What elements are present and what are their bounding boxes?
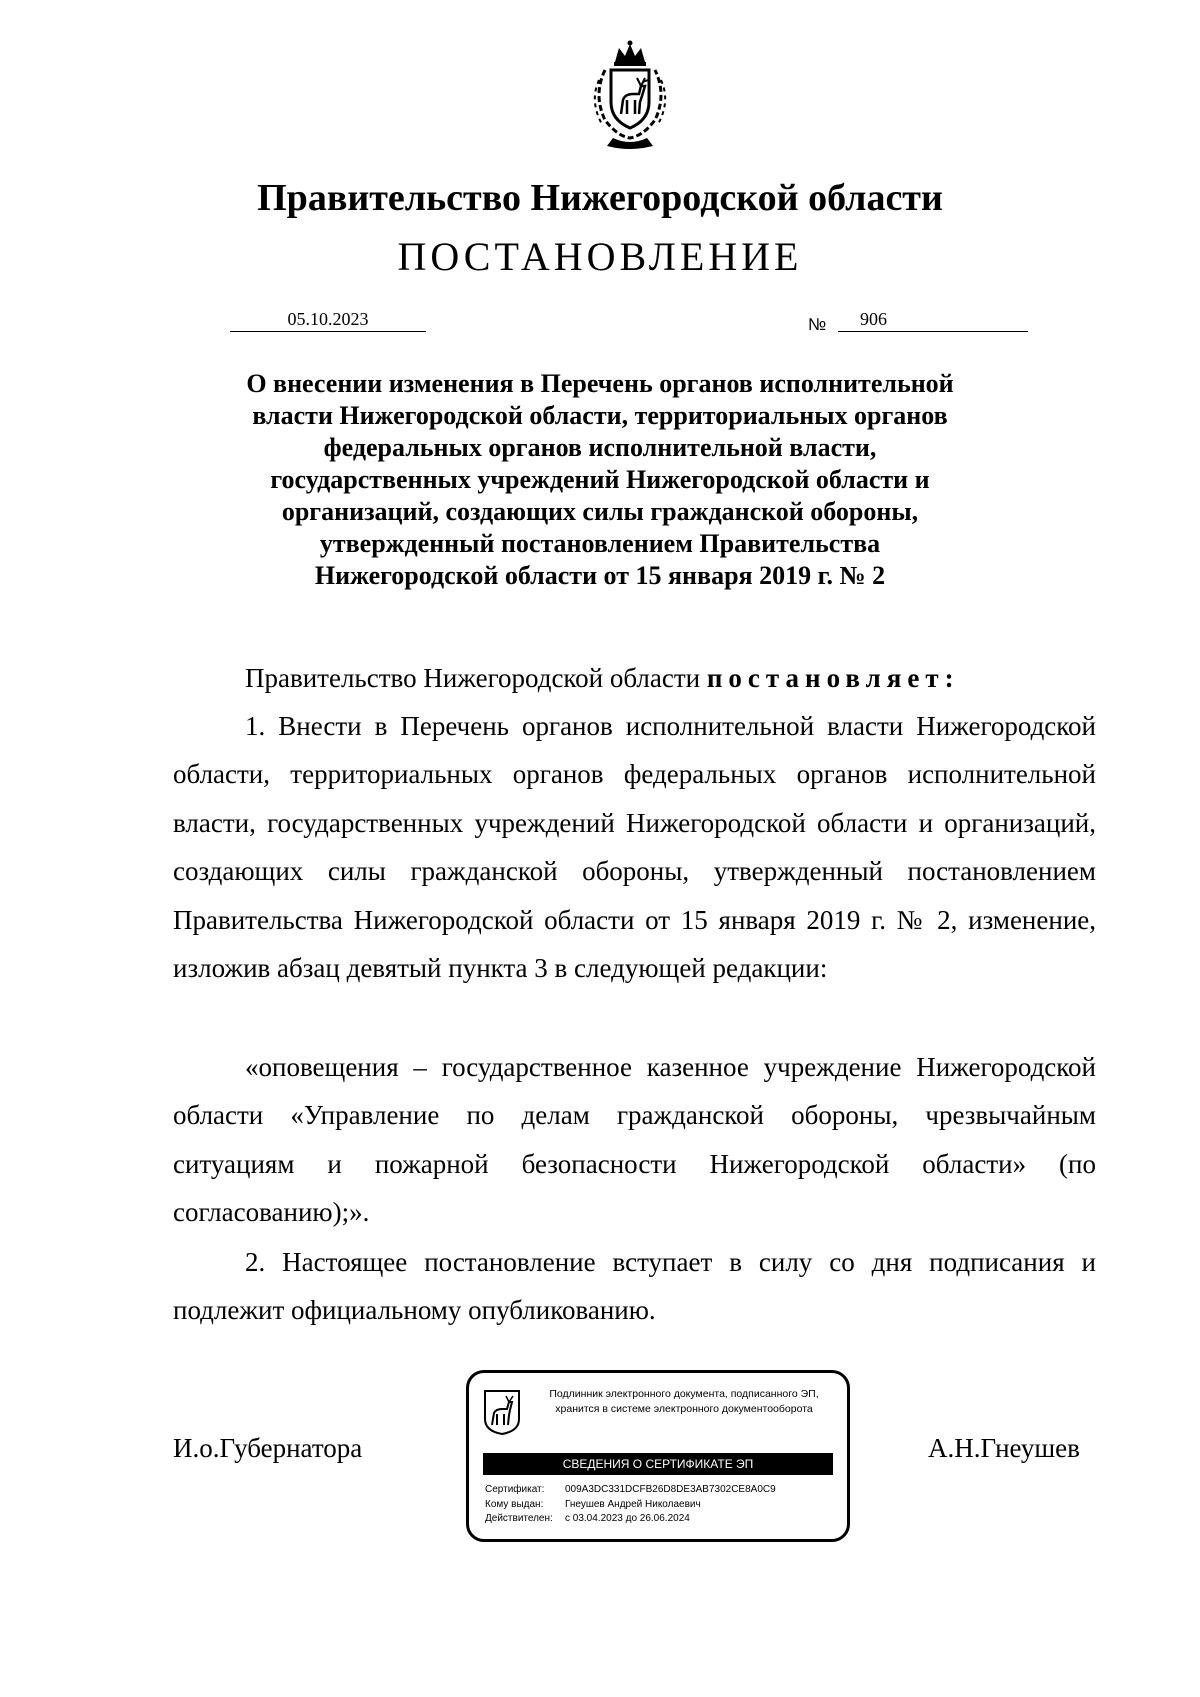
intro-verb: постановляет:	[706, 663, 960, 693]
valid-value: с 03.04.2023 до 26.06.2024	[565, 1513, 690, 1524]
subject-line: утвержденный постановлением Правительства	[319, 529, 881, 558]
document-type: ПОСТАНОВЛЕНИЕ	[397, 234, 803, 279]
item-2-text: 2. Настоящее постановление вступает в силу со дня подписания и подлежит официальному опубликованию.	[173, 1247, 1096, 1326]
valid-label: Действителен:	[485, 1513, 553, 1524]
certificate-value: 009A3DC331DCFB26D8DE3AB7302CE8A0C9	[565, 1484, 776, 1495]
subject-line: Нижегородской области от 15 января 2019 г. № 2	[314, 561, 886, 590]
stamp-note-line: Подлинник электронного документа, подписанного ЭП,	[549, 1388, 819, 1400]
document-date: 05.10.2023	[230, 307, 426, 332]
document-number-field	[838, 307, 1028, 332]
subject-line: государственных учреждений Нижегородской области и	[270, 465, 930, 494]
electronic-signature-stamp	[466, 1370, 850, 1542]
coat-of-arms-icon	[575, 40, 685, 150]
document-subject	[160, 368, 1040, 592]
issued-to-value: Гнеушев Андрей Николаевич	[565, 1498, 701, 1510]
intro-text: Правительство Нижегородской области	[245, 663, 701, 693]
document-number: 906	[860, 309, 887, 329]
signatory-name: А.Н.Гнеушев	[928, 1433, 1080, 1463]
intro-paragraph	[173, 654, 1096, 702]
item-2-paragraph	[173, 1238, 1096, 1335]
subject-line: О внесении изменения в Перечень органов исполнительной	[246, 369, 954, 398]
subject-line: федеральных органов исполнительной власти,	[323, 433, 877, 462]
deer-emblem-icon	[483, 1389, 521, 1435]
stamp-note-line: хранится в системе электронного документооборота	[555, 1403, 813, 1415]
issued-to-label: Кому выдан:	[485, 1498, 544, 1510]
stamp-note	[529, 1387, 839, 1417]
government-title: Правительство Нижегородской области	[257, 177, 943, 219]
item-1-paragraph	[173, 702, 1096, 992]
item-1-text: 1. Внести в Перечень органов исполнительной власти Нижегородской области, территориальных органов федеральных органов исполнительной власти, государственных учреждений Нижегородской области и организаций, создающих силы гражданской обороны, утвержденный постановлением Правительства Нижегородской области от 15 января 2019 г. № 2, изменение, изложив абзац девятый пункта 3 в следующей редакции:	[173, 711, 1096, 984]
subject-line: организаций, создающих силы гражданской обороны,	[281, 497, 919, 526]
certificate-label: Сертификат:	[485, 1484, 545, 1495]
subject-line: власти Нижегородской области, территориальных органов	[252, 401, 948, 430]
quote-text: «оповещения – государственное казенное учреждение Нижегородской области «Управление по делам гражданской обороны, чрезвычайным ситуациям и пожарной безопасности Нижегородской области» (по согласованию);».	[173, 1052, 1096, 1228]
quote-paragraph	[173, 1043, 1096, 1237]
number-sign: №	[808, 315, 827, 334]
certificate-info	[485, 1483, 776, 1527]
signatory-position: И.о.Губернатора	[173, 1433, 363, 1463]
certificate-header-bar: СВЕДЕНИЯ О СЕРТИФИКАТЕ ЭП	[483, 1453, 833, 1475]
